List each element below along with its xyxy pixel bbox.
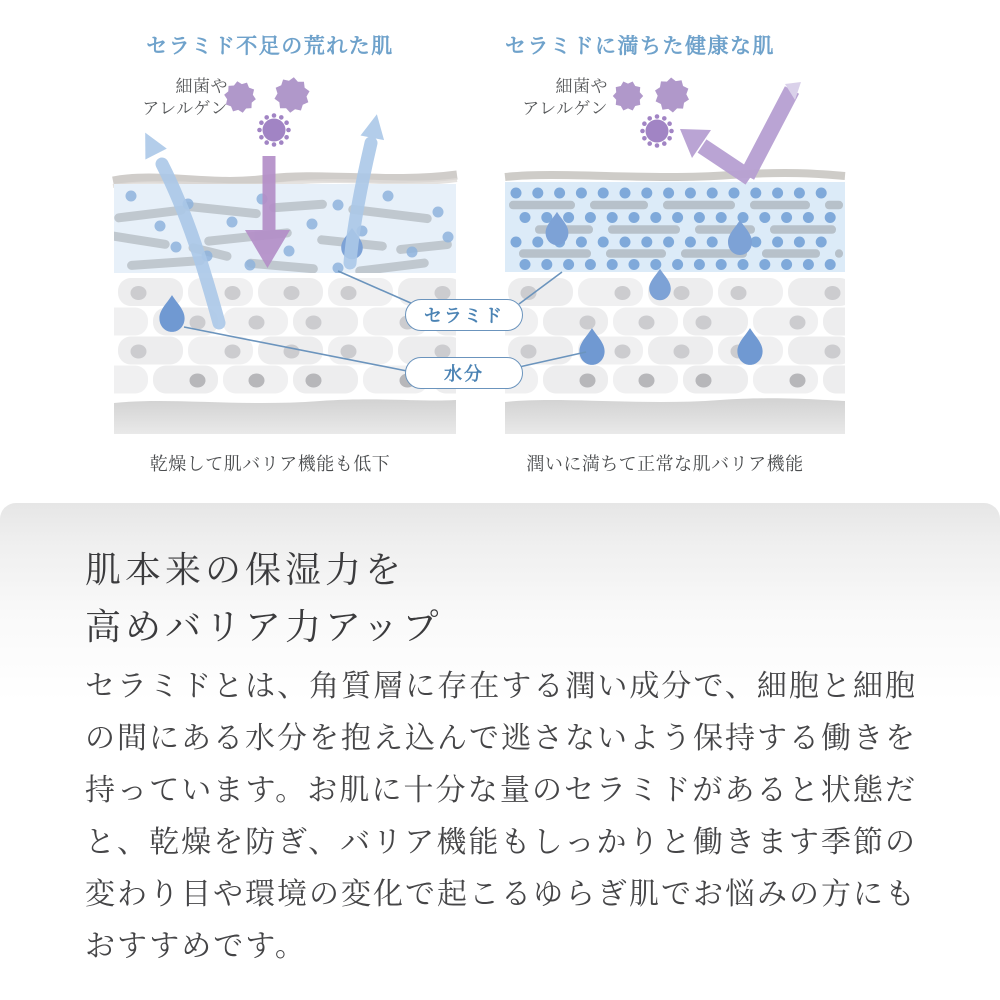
right-skin-surface [505,173,845,177]
bounce-off-arrow [680,82,801,178]
virus-icon [257,113,291,147]
water-droplet [649,269,671,301]
article-heading [85,541,442,655]
moisture-callout-badge: 水分 [405,357,523,389]
virus-icon [640,114,674,148]
left-dermis-band [114,399,456,434]
germ-label-right: 細菌や アレルゲン [522,77,608,118]
right-skin-cells [473,278,888,394]
left-panel-caption: 乾燥して肌バリア機能も低下 [149,454,391,474]
bacteria-allergen-icons-right [613,74,694,148]
article-section [0,503,1000,1000]
germ-icon [271,75,313,116]
right-skin-cross-section [473,74,888,434]
article-heading-line1: 肌本来の保湿力を [85,549,406,590]
right-panel-title: セラミドに満ちた健康な肌 [505,35,775,58]
article-heading-line2: 高めバリア力アップ [85,606,443,647]
bacteria-allergen-icons-left [222,75,313,147]
ceramide-callout-badge: セラミド [405,299,523,331]
left-panel-title: セラミド不足の荒れた肌 [146,35,394,58]
germ-icon [613,82,643,111]
article-body-text: セラミドとは、角質層に存在する潤い成分で、細胞と細胞の間にある水分を抱え込んで逃さないよう保持する働きを持っています。お肌に十分な量のセラミドがあると状態だと、乾燥を防ぎ、バリア機能もしっかりと働きます季節の変わり目や環境の変化で起こるゆらぎ肌でお悩みの方にもおすすめです。 [85,670,917,963]
right-panel-caption: 潤いに満ちて正常な肌バリア機能 [526,454,804,474]
germ-icon [651,74,694,115]
right-dermis-band [505,398,845,434]
germ-label-left: 細菌や アレルゲン [142,77,228,118]
